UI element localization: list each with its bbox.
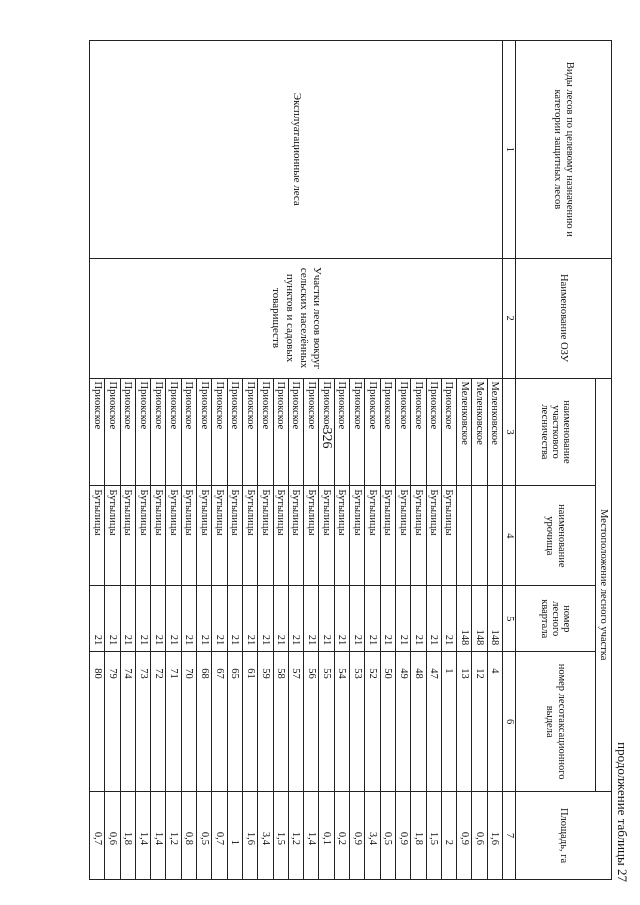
cell-section: 49 [395, 652, 410, 792]
rotated-table-frame [70, 40, 630, 890]
cell-area: 1,8 [120, 792, 135, 880]
cell-tract: Бутылицы [411, 486, 426, 586]
cell-area: 1,4 [151, 792, 166, 880]
cell-area: 0,9 [350, 792, 365, 880]
cell-area: 0,8 [181, 792, 196, 880]
cell-section: 68 [197, 652, 212, 792]
cell-section: 71 [166, 652, 181, 792]
cell-forestry: Приокское [273, 378, 288, 486]
cell-quarter: 21 [212, 586, 227, 652]
cell-forestry: Приокское [151, 378, 166, 486]
cell-quarter: 148 [472, 586, 487, 652]
table-row [487, 41, 502, 880]
cell-quarter: 148 [487, 586, 502, 652]
cell-area: 0,7 [89, 792, 104, 880]
cell-forestry: Приокское [395, 378, 410, 486]
cell-forestry: Приокское [334, 378, 349, 486]
cell-forestry: Приокское [426, 378, 441, 486]
cell-quarter: 21 [227, 586, 242, 652]
cell-forestry: Приокское [242, 378, 257, 486]
cell-area: 2 [441, 792, 456, 880]
cell-tract: Бутылицы [105, 486, 120, 586]
cell-area: 1,5 [426, 792, 441, 880]
cell-area: 0,9 [395, 792, 410, 880]
cell-section: 80 [89, 652, 104, 792]
cell-section: 47 [426, 652, 441, 792]
cell-forestry: Приокское [411, 378, 426, 486]
cell-section: 12 [472, 652, 487, 792]
cell-quarter: 21 [319, 586, 334, 652]
cell-tract: Бутылицы [135, 486, 150, 586]
cell-section: 52 [365, 652, 380, 792]
column-numbering-row [503, 41, 516, 880]
cell-quarter: 21 [89, 586, 104, 652]
cell-section: 13 [457, 652, 472, 792]
cell-area: 0,6 [472, 792, 487, 880]
cell-forestry: Приокское [380, 378, 395, 486]
cell-tract: Бутылицы [288, 486, 303, 586]
cell-quarter: 21 [426, 586, 441, 652]
cell-area: 1,6 [487, 792, 502, 880]
cell-area: 1,2 [288, 792, 303, 880]
cell-tract: Бутылицы [227, 486, 242, 586]
cell-area: 3,4 [365, 792, 380, 880]
cell-forestry: Приокское [365, 378, 380, 486]
cell-section: 1 [441, 652, 456, 792]
cell-area: 1 [227, 792, 242, 880]
cell-area: 1,4 [304, 792, 319, 880]
cell-ozu-name: Участки лесов вокруг сельских населённых пунктов и садовых товариществ [89, 258, 502, 378]
cell-area: 0,5 [380, 792, 395, 880]
cell-section: 56 [304, 652, 319, 792]
cell-quarter: 21 [197, 586, 212, 652]
cell-quarter: 21 [365, 586, 380, 652]
cell-section: 50 [380, 652, 395, 792]
forest-areas-table [89, 40, 612, 880]
header-quarter-number: номер лесного квартала [516, 586, 596, 652]
cell-section: 58 [273, 652, 288, 792]
header-ozu-name: Наименование ОЗУ [516, 258, 612, 378]
cell-quarter: 21 [135, 586, 150, 652]
cell-section: 70 [181, 652, 196, 792]
header-forest-type: Виды лесов по целевому назначению и категории защитных лесов [516, 41, 612, 259]
cell-section: 55 [319, 652, 334, 792]
cell-quarter: 21 [258, 586, 273, 652]
cell-tract: Бутылицы [212, 486, 227, 586]
cell-tract: Бутылицы [365, 486, 380, 586]
cell-section: 48 [411, 652, 426, 792]
cell-area: 0,9 [457, 792, 472, 880]
column-number: 3 [503, 378, 516, 486]
cell-tract: Бутылицы [197, 486, 212, 586]
cell-tract: Бутылицы [350, 486, 365, 586]
cell-quarter: 21 [380, 586, 395, 652]
header-forestry-name: наименование участкового лесничества [516, 378, 596, 486]
cell-area: 0,2 [334, 792, 349, 880]
header-tract-name: наименование урочища [516, 486, 596, 586]
cell-forestry: Приокское [304, 378, 319, 486]
cell-quarter: 21 [105, 586, 120, 652]
cell-area: 1,4 [135, 792, 150, 880]
cell-forestry: Приокское [166, 378, 181, 486]
cell-quarter: 21 [441, 586, 456, 652]
cell-quarter: 21 [181, 586, 196, 652]
cell-area: 1,2 [166, 792, 181, 880]
column-number: 1 [503, 41, 516, 259]
cell-tract: Бутылицы [89, 486, 104, 586]
cell-forestry: Приокское [105, 378, 120, 486]
cell-tract [457, 486, 472, 586]
cell-quarter: 21 [273, 586, 288, 652]
cell-quarter: 21 [151, 586, 166, 652]
cell-area: 1,8 [411, 792, 426, 880]
cell-forestry: Приокское [350, 378, 365, 486]
cell-quarter: 21 [304, 586, 319, 652]
cell-section: 72 [151, 652, 166, 792]
cell-area: 1,6 [242, 792, 257, 880]
cell-forestry: Приокское [441, 378, 456, 486]
cell-tract: Бутылицы [242, 486, 257, 586]
cell-tract: Бутылицы [273, 486, 288, 586]
cell-forestry: Приокское [135, 378, 150, 486]
cell-section: 73 [135, 652, 150, 792]
cell-forestry: Приокское [212, 378, 227, 486]
cell-section: 54 [334, 652, 349, 792]
cell-forestry: Меленковское [457, 378, 472, 486]
cell-tract: Бутылицы [395, 486, 410, 586]
cell-area: 0,6 [105, 792, 120, 880]
header-location-group: Местоположение лесного участка [596, 378, 612, 792]
cell-section: 53 [350, 652, 365, 792]
cell-forest-category: Эксплуатационные леса [89, 41, 502, 259]
cell-quarter: 21 [288, 586, 303, 652]
column-number: 5 [503, 586, 516, 652]
cell-section: 4 [487, 652, 502, 792]
cell-quarter: 21 [120, 586, 135, 652]
cell-section: 65 [227, 652, 242, 792]
cell-forestry: Приокское [227, 378, 242, 486]
cell-forestry: Приокское [197, 378, 212, 486]
table-continuation-caption: продолжение таблицы 27 [615, 742, 630, 882]
table-body [89, 41, 502, 880]
cell-area: 1,5 [273, 792, 288, 880]
cell-section: 67 [212, 652, 227, 792]
cell-area: 0,7 [212, 792, 227, 880]
cell-tract: Бутылицы [166, 486, 181, 586]
cell-quarter: 21 [334, 586, 349, 652]
cell-section: 79 [105, 652, 120, 792]
cell-quarter: 21 [350, 586, 365, 652]
cell-tract: Бутылицы [334, 486, 349, 586]
cell-tract [487, 486, 502, 586]
cell-tract: Бутылицы [380, 486, 395, 586]
cell-forestry: Приокское [89, 378, 104, 486]
cell-tract: Бутылицы [426, 486, 441, 586]
cell-forestry: Приокское [319, 378, 334, 486]
cell-quarter: 148 [457, 586, 472, 652]
cell-section: 61 [242, 652, 257, 792]
cell-area: 0,1 [319, 792, 334, 880]
cell-forestry: Меленковское [472, 378, 487, 486]
cell-quarter: 21 [166, 586, 181, 652]
page-number: 326 [319, 427, 334, 449]
cell-section: 59 [258, 652, 273, 792]
cell-tract: Бутылицы [441, 486, 456, 586]
cell-section: 57 [288, 652, 303, 792]
cell-area: 0,5 [197, 792, 212, 880]
cell-forestry: Приокское [120, 378, 135, 486]
cell-forestry: Приокское [288, 378, 303, 486]
cell-tract: Бутылицы [151, 486, 166, 586]
cell-tract: Бутылицы [120, 486, 135, 586]
cell-quarter: 21 [242, 586, 257, 652]
cell-forestry: Приокское [258, 378, 273, 486]
column-number: 7 [503, 792, 516, 880]
cell-forestry: Приокское [181, 378, 196, 486]
cell-section: 74 [120, 652, 135, 792]
cell-forestry: Меленковское [487, 378, 502, 486]
cell-tract: Бутылицы [304, 486, 319, 586]
header-area: Площадь, га [516, 792, 612, 880]
cell-quarter: 21 [411, 586, 426, 652]
header-section-number: номер лесотаксационного выдела [516, 652, 596, 792]
cell-quarter: 21 [395, 586, 410, 652]
column-number: 2 [503, 258, 516, 378]
column-number: 4 [503, 486, 516, 586]
cell-tract: Бутылицы [258, 486, 273, 586]
cell-tract [472, 486, 487, 586]
cell-tract: Бутылицы [181, 486, 196, 586]
cell-area: 3,4 [258, 792, 273, 880]
column-number: 6 [503, 652, 516, 792]
cell-tract: Бутылицы [319, 486, 334, 586]
